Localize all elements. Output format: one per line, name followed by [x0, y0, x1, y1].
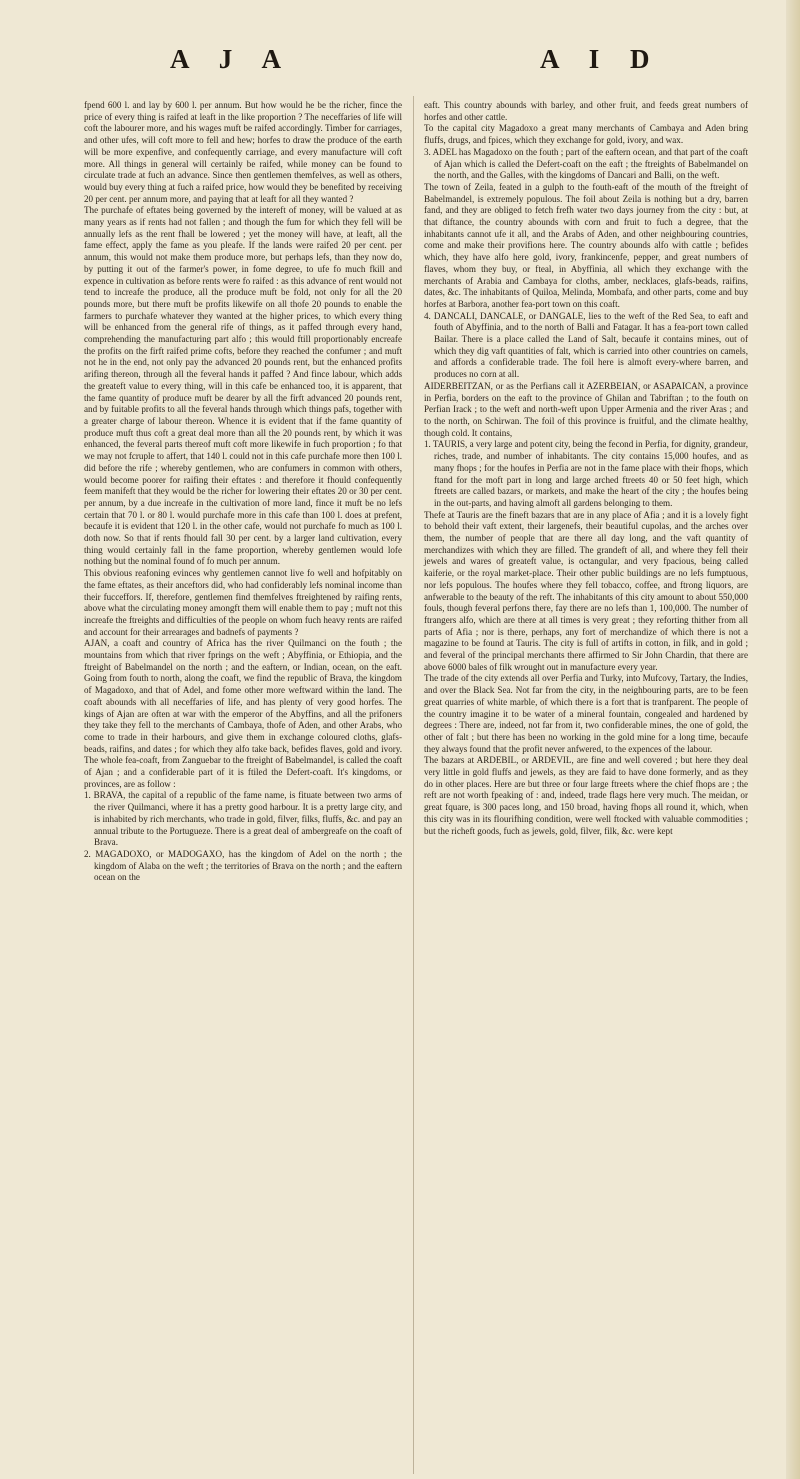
- running-head-right: A I D: [540, 44, 662, 74]
- paragraph: fpend 600 l. and lay by 600 l. per annum. But how would he be the richer, fince the price of every thing is raifed at leaft in the like proportion ? The neceffaries of life will coft the labourer more, and his wages muft be raifed accordingly. Timber for carriages, and other ufes, will coft more to fell and hew; horfes to draw the produce of the earth will be more expenfive, and confequently carriage, and every manufacture will coft more. All things in general will certainly be raifed, while money can be found to circulate trade at fuch an advance. Since then gentlemen themfelves, as well as others, would buy every thing at fuch a raifed price, how would they be benefited by receiving 20 per cent. per annum more, and paying that at leaft for all they wanted ?: [84, 100, 402, 204]
- paragraph: The purchafe of eftates being governed by the intereft of money, will be valued at as many years as if rents had not fallen ; and though the fum for which they fell will be annually lefs as the rent fhall be lowered ; yet the money will have, at leaft, all the fame effect, apply the fame as you pleafe. If the lands were raifed 20 per cent. per annum, this would not make them produce more, but perhaps lefs, than they now do, by putting it out of the farmer's power, in fome degree, to ufe fo much fkill and expence in cultivation as before rents were fo raifed : as this advance of rent would not tend to increafe the produce, all the produce muft be fold, not only for all the 20 pounds more, but there muft be profits likewife on all thofe 20 pounds to enable the farmers to purchafe whatever they wanted at the higher prices, to which every thing will be enhanced from the general rife of things, as it paffed through every hand, comprehending the manufacturing part alfo ; this would ftill proportionably encreafe the profits on the firft raifed prime cofts, before they reached the confumer ; and muft not he in the end, not only pay the advanced 20 pounds rent, but the enhanced profits arifing thereon, through all the feveral hands it paffed ? And fince labour, which adds the greateft value to every thing, will in this cafe be enhanced too, it is apparent, that the fame quantity of produce muft be dearer by all the firft advanced 20 pounds rent, and by fuitable profits to all the feveral hands through which things pafs, together with a greater charge of labour thereon. Whence it is evident that if the fame quantity of produce muft thus coft a great deal more than all the 20 pounds rent, by which it was enhanced, the feveral parts thereof muft coft more likewife in fuch proportion ; fo that we may not fcruple to affert, that 140 l. could not in this cafe purchafe more then 100 l. did before the rife ; whereby gentlemen, who are confumers in common with others, would become poorer for raifing their eftates : and therefore it fhould confequently feem manifeft that they would be the richer for lowering their eftates 20 or 30 per cent. per annum, by a due increafe in the cultivation of more land, fince it muft be no lefs certain that 70 l. or 80 l. would purchafe more in this cafe than 100 l. does at prefent, becaufe it is evident that 120 l. in the other cafe, would not purchafe fo much as 100 l. doth now. So that if rents fhould fall 30 per cent. by a larger land cultivation, every thing would certainly fall in the fame proportion, whereby gentlemen would lofe nothing but the nominal found of fo much per annum.: [84, 205, 402, 567]
- paragraph: Thefe at Tauris are the fineft bazars that are in any place of Afia ; and it is a lovely fight to behold their vaft extent, their largenefs, their beautiful cupolas, and the arches over them, the number of people that are there all day long, and the vaft quantity of merchandizes with which they are filled. The grandeft of all, and where they fell their jewels and wares of greateft value, is octangular, and very fpacious, being called kaiferie, or the royal market-place. Their other public buildings are no lefs fumptuous, nor lefs populous. The houfes where they fell tobacco, coffee, and ftrong liquors, are anfwerable to the beauty of the reft. The inhabitants of this city amount to about 550,000 fouls, though feveral perfons there, fay there are no lefs than 1, 100,000. The number of ftrangers alfo, which are there at all times is very great ; they reforting thither from all parts of Afia ; nor is there, perhaps, any fort of merchandize of which there is not a magazine to be found at Tauris. The city is full of artifts in cotton, in filk, and in gold ; and feveral of the principal merchants there affirmed to Sir John Chardin, that there are above 6000 bales of filk wrought out in manufacture every year.: [424, 509, 748, 672]
- entry-adel: 3. ADEL has Magadoxo on the fouth ; part of the eaftern ocean, and that part of the coaft of Ajan which is called the Defert-coaft on the eaft ; the ftreights of Babelmandel on the north, and the Galles, with the kingdoms of Dancari and Balli, on the weft.: [424, 146, 748, 181]
- entry-dancali: 4. DANCALI, DANCALE, or DANGALE, lies to the weft of the Red Sea, to eaft and fouth of Abyffinia, and to the north of Balli and Fatagar. It has a fea-port town called Bailar. There is a place called the Land of Salt, becaufe it contains mines, out of which they dig vaft quantities of falt, which is carried into other countries on camels, and affords a confiderable trade. The foil here is almoft every-where barren, and produces no corn at all.: [424, 310, 748, 380]
- paragraph: The bazars at ARDEBIL, or ARDEVIL, are fine and well covered ; but here they deal very little in gold fluffs and jewels, as they are faid to have done formerly, and as they do in other places. Here are but three or four large ftreets where the chief fhops are ; the reft are not worth fpeaking of : and, indeed, trade flags here very much. The meidan, or great fquare, is 300 paces long, and 150 broad, having fhops all round it, which, when this city was in its flourifhing condition, were well ftocked with valuable commodities ; but the richeft goods, fuch as jewels, gold, filver, filk, &c. were kept: [424, 755, 748, 836]
- entry-magadoxo: 2. MAGADOXO, or MADOGAXO, has the kingdom of Adel on the north ; the kingdom of Alaba on the weft ; the territories of Brava on the north ; and the eaftern ocean on the: [84, 849, 402, 883]
- entry-tauris: 1. TAURIS, a very large and potent city, being the fecond in Perfia, for dignity, grandeur, riches, trade, and number of inhabitants. The city contains 15,000 houfes, and as many fhops ; for the houfes in Perfia are not in the fame place with their fhops, which ftand for the moft part in long and large arched ftreets 40 or 50 feet high, which ftreets are called bazars, or markets, and make the heart of the city ; the houfes being in the out-parts, and having almoft all gardens belonging to them.: [424, 439, 748, 508]
- entry-aiderbeitzan: AIDERBEITZAN, or as the Perfians call it AZERBEIAN, or ASAPAICAN, a province in Perfia, borders on the eaft to the province of Ghilan and Tabriftan ; to the fouth on Perfian Irack ; to the weft and north-weft upon Upper Armenia and the river Aras ; and to the north, on Schirwan. The foil of this province is fruitful, and the climate healthy, though cold. It contains,: [424, 380, 748, 438]
- paragraph: This obvious reafoning evinces why gentlemen cannot live fo well and hofpitably on the fame eftates, as their anceftors did, who had confiderably lefs nominal income than their fucceffors. If, therefore, gentlemen find themfelves ftreightened by raifing rents, above what the circulating money amongft them will enable them to pay ; muft not this increafe the ftreights and difficulties of the people on whom fuch heavy rents are raifed and account for their arrearages and badnefs of payments ?: [84, 568, 402, 637]
- left-column: [84, 100, 402, 884]
- paragraph: The trade of the city extends all over Perfia and Turky, into Mufcovy, Tartary, the Indies, and over the Black Sea. Not far from the city, in the neighbouring parts, are to be feen great quarries of white marble, of which there is a fort that is tranfparent. The people of the country imagine it to be water of a mineral fountain, congealed and hardened by degrees : There are, indeed, not far from it, two confiderable mines, the one of gold, the other of falt ; but there has been no working in the gold mine for a long time, becaufe they always found that the profit never anfwered, to the expences of the labour.: [424, 673, 748, 754]
- column-divider: [413, 96, 414, 1474]
- running-head-left: A J A: [170, 44, 294, 74]
- paragraph: To the capital city Magadoxo a great many merchants of Cambaya and Aden bring fluffs, drugs, and fpices, which they exchange for gold, ivory, and wax.: [424, 123, 748, 146]
- paragraph: The town of Zeila, feated in a gulph to the fouth-eaft of the mouth of the ftreight of Babelmandel, is extremely populous. The foil about Zeila is nothing but a dry, barren fand, and they are obliged to fetch frefh water two days journey from the city : but, at that diftance, the country abounds with corn and fruit to fuch a degree, that the inhabitants cannot ufe it all, and the Arabs of Aden, and other neighbouring countries, come and make their provifions here. The country abounds alfo with cattle ; befides which, they have alfo here gold, ivory, frankincenfe, pepper, and great numbers of flaves, whom they buy, or fteal, in Abyffinia, all which they exchange with the merchants of Arabia and Cambaya for cloths, amber, necklaces, glafs-beads, raifins, dates, &c. The inhabitants of Quiloa, Melinda, Mombafa, and other parts, come and buy horfes at Barbora, another fea-port town on this coaft.: [424, 181, 748, 309]
- entry-brava: 1. BRAVA, the capital of a republic of the fame name, is fituate between two arms of the river Quilmanci, where it has a pretty good harbour. It is a pretty large city, and is inhabited by rich merchants, who trade in gold, filver, filks, fluffs, &c. and pay an annual tribute to the Portugueze. There is a great deal of ambergreafe on the coaft of Brava.: [84, 790, 402, 848]
- page-edge: [786, 0, 800, 1479]
- paragraph: eaft. This country abounds with barley, and other fruit, and feeds great numbers of horfes and other cattle.: [424, 100, 748, 122]
- entry-ajan: AJAN, a coaft and country of Africa has the river Quilmanci on the fouth ; the mountains from which that river fprings on the weft ; Abyffinia, or Ethiopia, and the ftreight of Babelmandel on the north ; and the eaftern, or Indian, ocean, on the eaft. Going from fouth to north, along the coaft, we find the republic of Brava, the kingdom of Magadoxo, and that of Adel, and fome other more weftward within the land. The coaft abounds with all neceffaries of life, and has plenty of very good horfes. The kings of Ajan are often at war with the emperor of the Abyffins, and all the prifoners they take they fell to the merchants of Cambaya, thofe of Aden, and other Arabs, who come to trade in their harbours, and give them in exchange coloured cloths, glafs-beads, raifins, and dates ; for which they alfo take back, befides flaves, gold and ivory. The whole fea-coaft, from Zanguebar to the ftreight of Babelmandel, is called the coaft of Ajan ; and a confiderable part of it is ftiled the Defert-coaft. It's kingdoms, or provinces, are as follow :: [84, 638, 402, 789]
- right-column: [424, 100, 748, 837]
